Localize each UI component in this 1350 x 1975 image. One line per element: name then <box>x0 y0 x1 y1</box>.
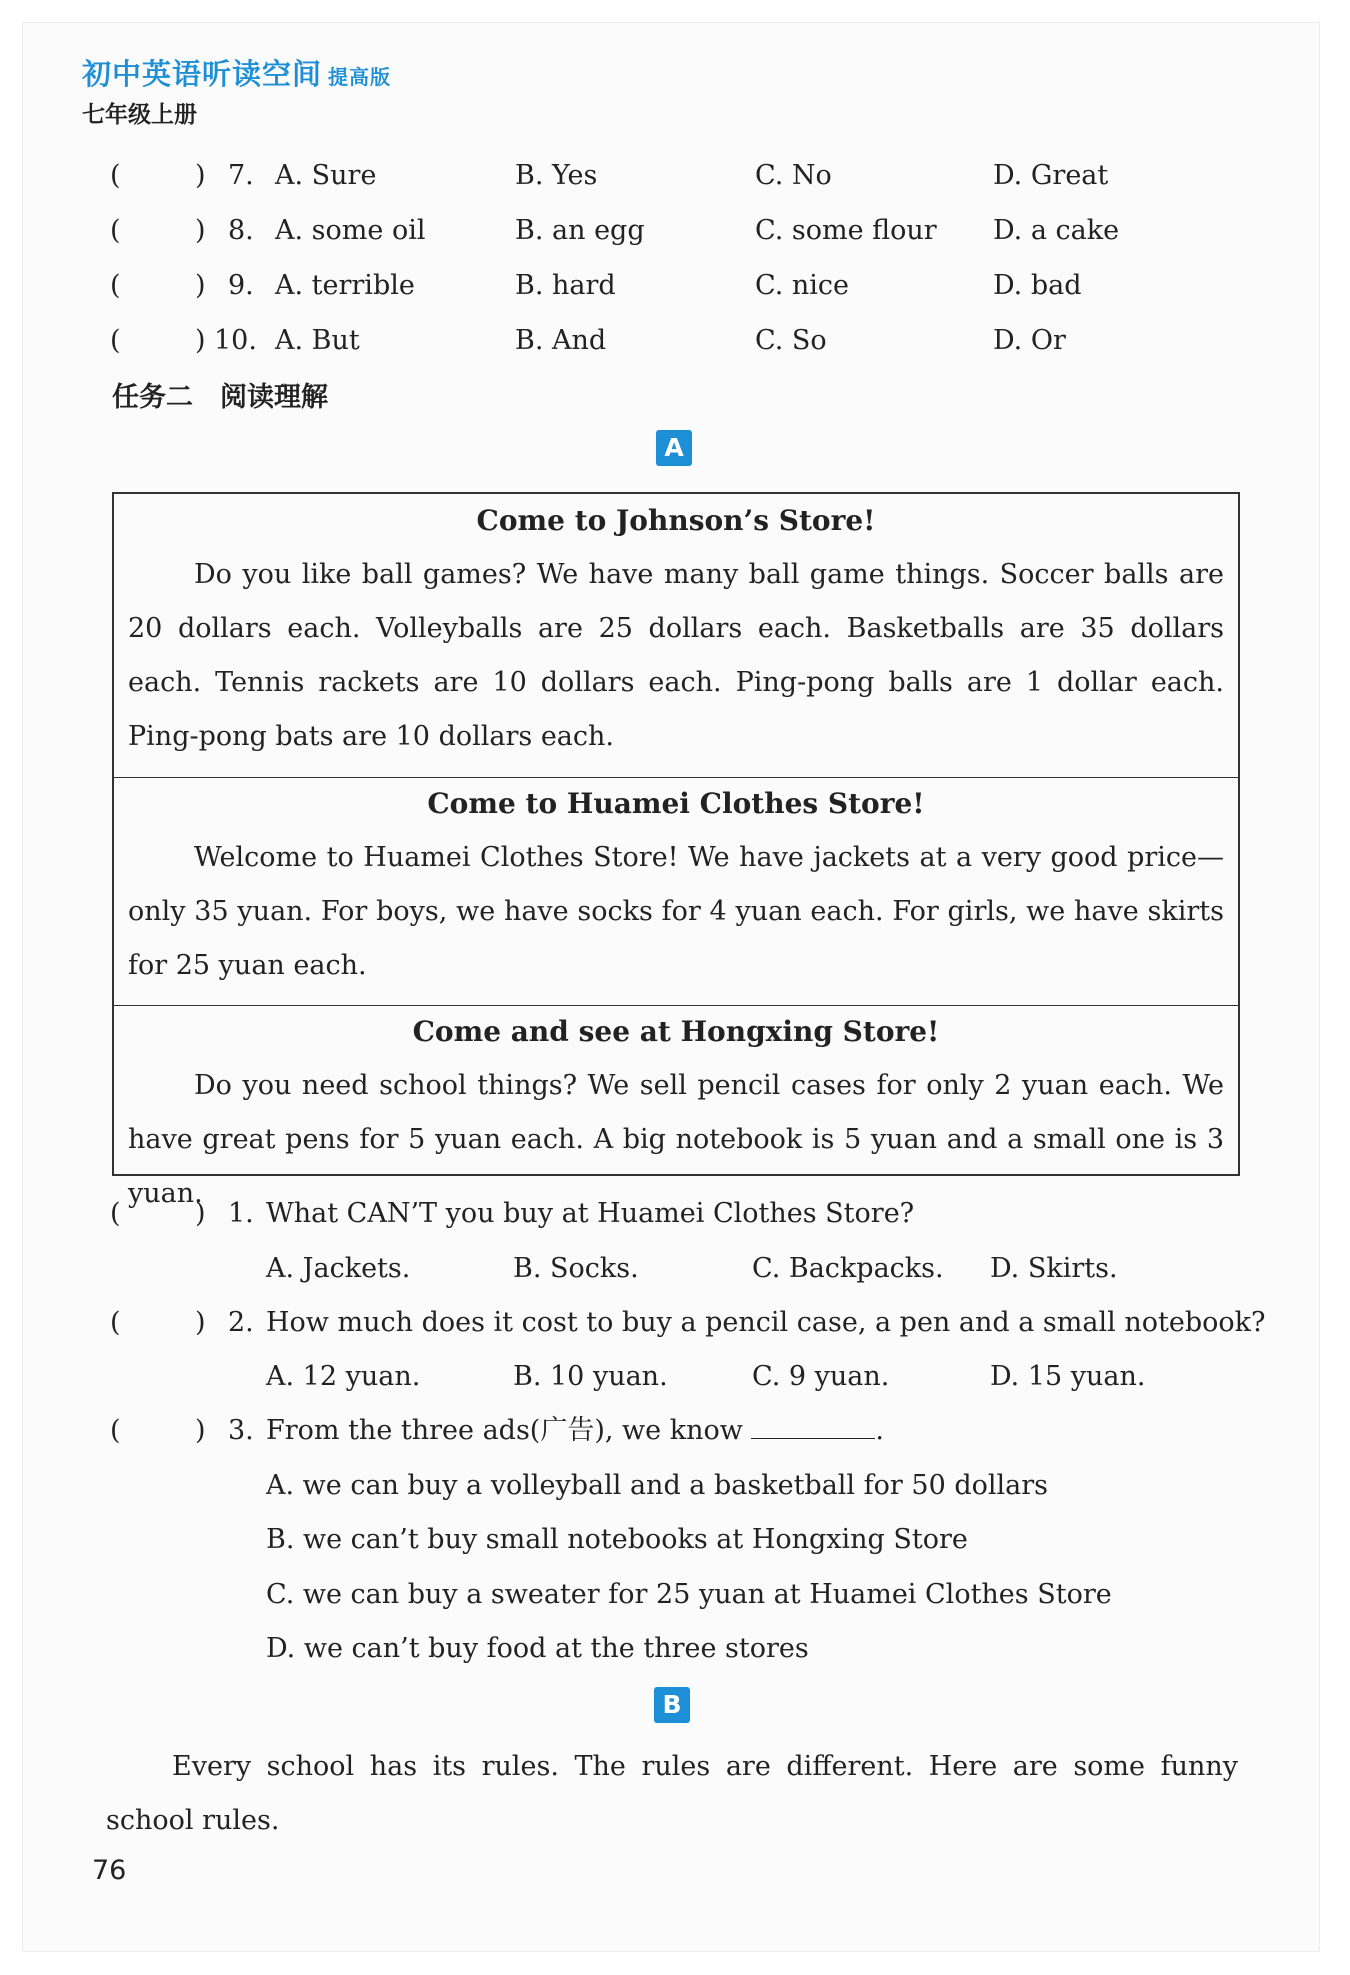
answer-paren-close: ) <box>195 1415 206 1446</box>
question-stem: What CAN’T you buy at Huamei Clothes Store? <box>266 1198 915 1229</box>
option-d: D. 15 yuan. <box>990 1361 1146 1392</box>
answer-paren-close: ) <box>195 1307 206 1338</box>
ad-title: Come and see at Hongxing Store! <box>412 1015 940 1048</box>
answer-paren-close: ) <box>195 325 206 356</box>
answer-paren-open: ( <box>110 270 121 301</box>
book-title <box>82 52 391 93</box>
answer-paren-open: ( <box>110 160 121 191</box>
option-b: B. Socks. <box>513 1253 639 1284</box>
option-c: C. nice <box>755 270 849 301</box>
ad-huamei-store <box>114 777 1238 993</box>
ad-johnson-store <box>114 494 1238 764</box>
section-b-badge: B <box>654 1687 690 1723</box>
option-d: D. Skirts. <box>990 1253 1118 1284</box>
option-d: D. a cake <box>993 215 1120 246</box>
question-number: 2. <box>228 1307 254 1338</box>
option-b: B. an egg <box>515 215 645 246</box>
option-a: A. Jackets. <box>266 1253 411 1284</box>
option-c: C. Backpacks. <box>752 1253 944 1284</box>
option-c: C. some flour <box>755 215 937 246</box>
answer-paren-close: ) <box>195 270 206 301</box>
option-c: C. No <box>755 160 832 191</box>
ad-title: Come to Huamei Clothes Store! <box>427 787 925 820</box>
option-b: B. 10 yuan. <box>513 1361 668 1392</box>
option-d: D. Great <box>993 160 1109 191</box>
ad-body: Welcome to Huamei Clothes Store! We have jackets at a very good price—only 35 yuan. For boys, we have socks for 4 yuan each. For girls, we have skirts for 25 yuan each. <box>128 842 1224 981</box>
question-number: 8. <box>228 215 254 246</box>
question-number: 10. <box>214 325 257 356</box>
ad-hongxing-store <box>114 1005 1238 1221</box>
answer-paren-open: ( <box>110 325 121 356</box>
option-a: A. Sure <box>275 160 377 191</box>
task-two-heading: 任务二 阅读理解 <box>112 382 328 413</box>
ad-body: Do you need school things? We sell pencil cases for only 2 yuan each. We have great pens for 5 yuan each. A big notebook is 5 yuan and a small one is 3 yuan. <box>128 1070 1224 1209</box>
answer-paren-open: ( <box>110 1198 121 1229</box>
option-d: D. Or <box>993 325 1066 356</box>
answer-paren-open: ( <box>110 1415 121 1446</box>
option-a: A. some oil <box>275 215 426 246</box>
question-number: 1. <box>228 1198 254 1229</box>
answer-blank <box>751 1414 875 1439</box>
answer-paren-open: ( <box>110 1307 121 1338</box>
book-title-text: 初中英语听读空间 <box>82 57 323 91</box>
option-b: B. hard <box>515 270 616 301</box>
ads-box <box>112 492 1240 1209</box>
option-c: C. 9 yuan. <box>752 1361 890 1392</box>
answer-paren-open: ( <box>110 215 121 246</box>
page-number: 76 <box>92 1855 127 1886</box>
passage-b-intro: Every school has its rules. The rules are different. Here are some funny school rules. <box>106 1751 1238 1836</box>
option-a: A. terrible <box>275 270 415 301</box>
section-a-badge: A <box>656 430 692 466</box>
answer-paren-close: ) <box>195 1198 206 1229</box>
question-stem: From the three ads(广告), we know <box>266 1415 743 1446</box>
question-number: 7. <box>228 160 254 191</box>
question-stem-end: . <box>875 1415 885 1446</box>
option-b: B. we can’t buy small notebooks at Hongxing Store <box>266 1524 968 1555</box>
option-a: A. But <box>275 325 360 356</box>
option-b: B. Yes <box>515 160 598 191</box>
question-stem: How much does it cost to buy a pencil case, a pen and a small notebook? <box>266 1307 1266 1338</box>
grade-label: 七年级上册 <box>82 102 197 128</box>
ad-title: Come to Johnson’s Store! <box>476 504 876 537</box>
option-c: C. So <box>755 325 827 356</box>
question-number: 9. <box>228 270 254 301</box>
option-c: C. we can buy a sweater for 25 yuan at Huamei Clothes Store <box>266 1579 1112 1610</box>
answer-paren-close: ) <box>195 215 206 246</box>
ad-body: Do you like ball games? We have many ball game things. Soccer balls are 20 dollars each. Volleyballs are 25 dollars each. Basketballs are 35 dollars each. Tennis rackets are 10 dollars each. Ping-pong balls are 1 dollar each. Ping-pong bats are 10 dollars each. <box>128 559 1224 752</box>
option-d: D. we can’t buy food at the three stores <box>266 1633 809 1664</box>
answer-paren-close: ) <box>195 160 206 191</box>
question-number: 3. <box>228 1415 254 1446</box>
question-stem-line <box>266 1413 884 1449</box>
edition-label: 提高版 <box>328 65 392 89</box>
option-a: A. 12 yuan. <box>266 1361 421 1392</box>
option-d: D. bad <box>993 270 1082 301</box>
option-a: A. we can buy a volleyball and a basketball for 50 dollars <box>266 1470 1048 1501</box>
option-b: B. And <box>515 325 607 356</box>
